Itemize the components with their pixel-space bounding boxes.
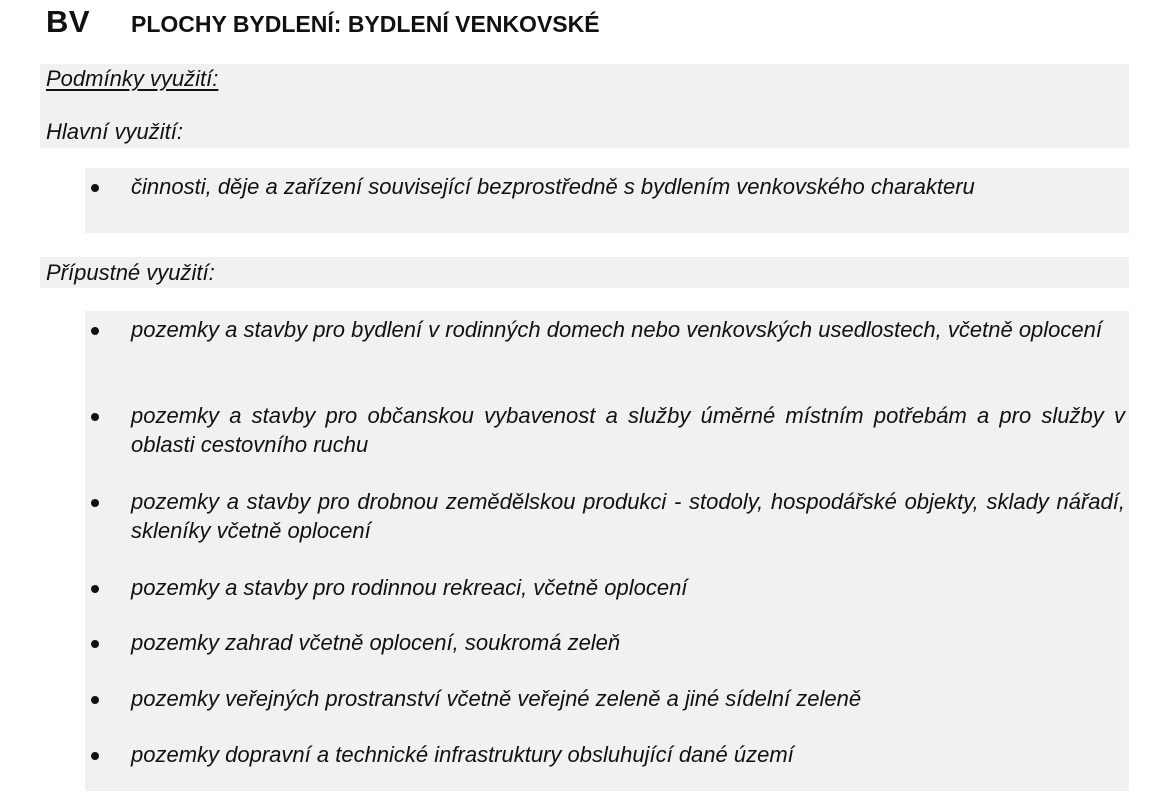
list-item-text: pozemky zahrad včetně oplocení, soukromá zeleň — [131, 630, 621, 655]
main-use-list-item — [85, 172, 1129, 232]
bullet-icon — [91, 640, 99, 648]
zone-title: PLOCHY BYDLENÍ: BYDLENÍ VENKOVSKÉ — [131, 11, 600, 37]
bullet-icon — [91, 696, 99, 704]
bullet-icon — [91, 499, 99, 507]
bullet-icon — [91, 752, 99, 760]
list-item-text: pozemky a stavby pro občanskou vybavenost a služby úměrné místním potřebám a pro služby v oblasti cestovního ruchu — [131, 403, 1125, 457]
bullet-icon — [91, 327, 99, 335]
bullet-icon — [91, 184, 99, 192]
list-item-text: pozemky a stavby pro drobnou zemědělskou produkci - stodoly, hospodářské objekty, sklady nářadí, skleníky včetně oplocení — [131, 489, 1125, 543]
conditions-label: Podmínky využití: — [46, 66, 219, 91]
list-item-text: pozemky veřejných prostranství včetně veřejné zeleně a jiné sídelní zeleně — [131, 686, 862, 711]
list-item-text: činnosti, děje a zařízení související bezprostředně s bydlením venkovského charakteru — [131, 174, 975, 199]
list-item-text: pozemky a stavby pro bydlení v rodinných domech nebo venkovských usedlostech, včetně oplocení — [131, 317, 1102, 342]
list-item-text: pozemky dopravní a technické infrastruktury obsluhující dané území — [131, 742, 794, 767]
zone-code: BV — [46, 4, 91, 39]
main-use-label: Hlavní využití: — [46, 119, 183, 144]
list-item-text: pozemky a stavby pro rodinnou rekreaci, včetně oplocení — [131, 575, 688, 600]
permitted-use-list-panel — [85, 311, 1129, 791]
permitted-use-label: Přípustné využití: — [46, 260, 215, 285]
bullet-icon — [91, 413, 99, 421]
bullet-icon — [91, 585, 99, 593]
